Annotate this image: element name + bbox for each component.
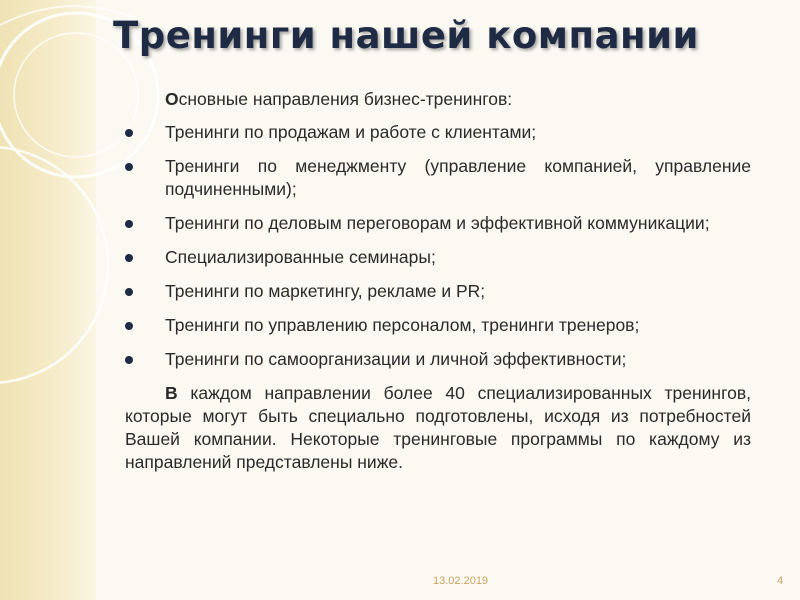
closing-lead-letter: В <box>165 383 178 403</box>
slide-title: Тренинги нашей компании <box>113 14 699 57</box>
bullet-icon <box>125 220 133 228</box>
decorative-side-panel <box>0 0 96 600</box>
bullet-icon <box>125 163 133 171</box>
list-item <box>125 348 751 371</box>
list-item-text: Тренинги по менеджменту (управление компанией, управление подчиненными); <box>165 156 751 199</box>
bullet-icon <box>125 254 133 262</box>
intro-text: сновные направления бизнес-тренингов: <box>178 89 513 109</box>
bullet-icon <box>125 356 133 364</box>
list-item <box>125 121 751 144</box>
list-item <box>125 280 751 303</box>
list-item <box>125 314 751 337</box>
closing-text: каждом направлении более 40 специализированных тренингов, которые могут быть специально подготовлены, исходя из потребностей Вашей компании. Некоторые тренинговые программы по каждому из направлений представлены ниже. <box>125 383 751 472</box>
list-item-text: Специализированные семинары; <box>165 247 436 267</box>
list-item <box>125 212 751 235</box>
list-item-text: Тренинги по маркетингу, рекламе и PR; <box>165 281 486 301</box>
slide-content <box>125 88 751 474</box>
bullet-icon <box>125 129 133 137</box>
list-item-text: Тренинги по управлению персоналом, тренинги тренеров; <box>165 315 640 335</box>
intro-first-letter: О <box>165 89 179 109</box>
list-item <box>125 155 751 201</box>
bullet-icon <box>125 288 133 296</box>
closing-paragraph <box>125 382 751 474</box>
footer-date: 13.02.2019 <box>433 575 489 587</box>
intro-paragraph <box>125 88 751 111</box>
list-item-text: Тренинги по деловым переговорам и эффективной коммуникации; <box>165 213 710 233</box>
list-item <box>125 246 751 269</box>
list-item-text: Тренинги по самоорганизации и личной эффективности; <box>165 349 627 369</box>
list-item-text: Тренинги по продажам и работе с клиентами; <box>165 122 537 142</box>
training-directions-list <box>125 121 751 371</box>
bullet-icon <box>125 322 133 330</box>
page-number: 4 <box>777 575 784 587</box>
